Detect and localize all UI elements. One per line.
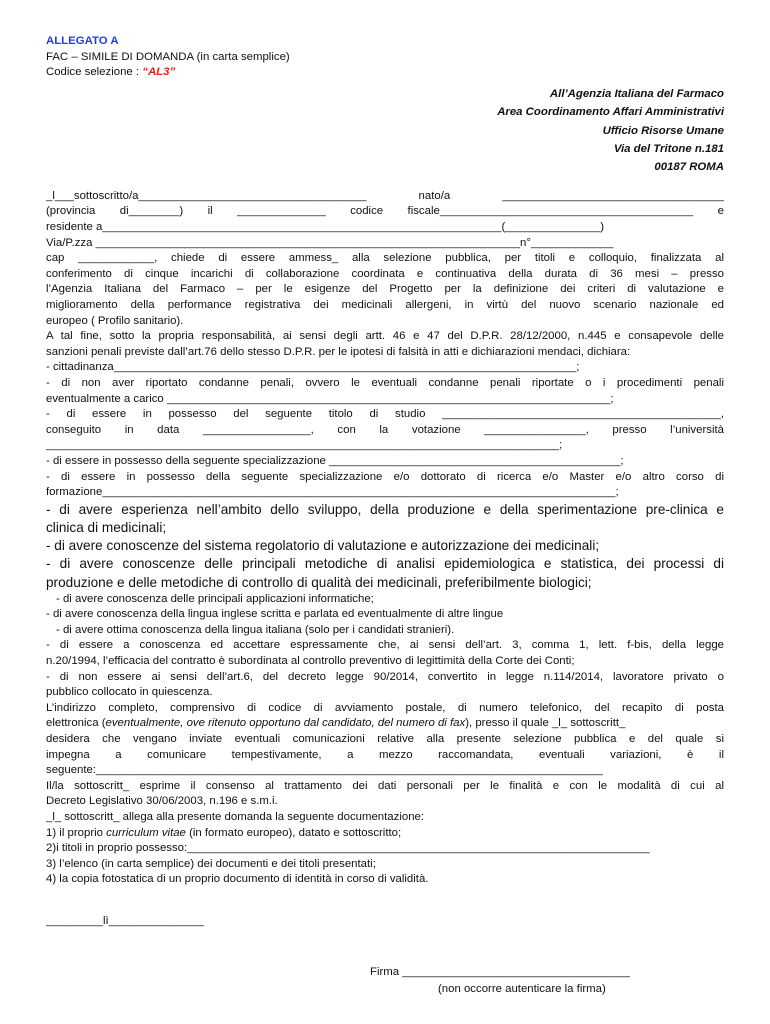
declaration-item: - di avere conoscenze del sistema regolatorio di valutazione e autorizzazione dei medicinali; — [46, 538, 600, 554]
body-text-line: europeo ( Profilo sanitario). — [46, 314, 184, 327]
address-paragraph-line: impegna a comunicare tempestivamente, a mezzo raccomandata, eventuali variazioni, è il — [46, 748, 724, 761]
body-text-line: A tal fine, sotto la propria responsabilità, ai sensi degli artt. 46 e 47 del D.P.R. 28/12/2000, n.445 e consapevole delle — [46, 330, 724, 343]
selection-code-line — [46, 65, 724, 81]
address-paragraph-line: desidera che vengano inviate eventuali comunicazioni relative alla presente selezione pubblica e del quale si — [46, 733, 724, 746]
attachment-item: 3) l’elenco (in carta semplice) dei documenti e dei titoli presentati; — [46, 857, 376, 870]
declaration-item: - di avere esperienza nell’ambito dello sviluppo, della produzione e della sperimentazione pre-clinica e — [46, 501, 724, 517]
declaration-item: - di essere in possesso della seguente specializzazione e/o dottorato di ricerca e/o Master e/o altro corso di — [46, 470, 724, 483]
declaration-item: n.20/1994, l’efficacia del contratto è subordinata al controllo preventivo di legittimità della Corte dei Conti; — [46, 655, 575, 668]
recipient-line: Via del Tritone n.181 — [613, 143, 724, 155]
allegato-heading: ALLEGATO A — [46, 35, 119, 47]
selection-code-label: Codice selezione : — [46, 66, 143, 79]
recipient-line: 00187 ROMA — [654, 161, 724, 174]
declaration-item: formazione_________________________________________________________________________________; — [46, 486, 619, 499]
declaration-item: eventualmente a carico ______________________________________________________________________; — [46, 392, 614, 405]
declaration-item: - di non aver riportato condanne penali, ovvero le eventuali condanne penali riportate o i procedimenti penali — [46, 376, 724, 389]
declaration-item: pubblico collocato in quiescenza. — [46, 686, 213, 699]
declaration-item: - di avere conoscenze delle principali metodiche di analisi epidemiologica e statistica, dei processi di — [46, 556, 724, 572]
consent-line: Il/la sottoscritt_ esprime il consenso al trattamento dei dati personali per le finalità e con le modalità di cui al — [46, 779, 724, 792]
body-text-line: cap ____________, chiede di essere ammess_ alla selezione pubblica, per titoli e colloquio, finalizzata al — [46, 252, 724, 265]
italic-fragment: eventualmente, ove ritenuto opportuno dal candidato, del numero di fax — [105, 717, 466, 730]
consent-line: Decreto Legislativo 30/06/2003, n.196 e s.m.i. — [46, 795, 278, 808]
residence-line: residente a_______________________________________________________________(_______________) — [46, 221, 605, 233]
italic-fragment: curriculum vitae — [106, 826, 186, 839]
declaration-item: conseguito in data _________________, con la votazione ________________, presso l’università — [46, 423, 724, 436]
recipient-line: Ufficio Risorse Umane — [602, 124, 724, 137]
declaration-item: - di essere in possesso del seguente titolo di studio ____________________________________________, — [46, 408, 724, 421]
address-paragraph-line: seguente:________________________________________________________________________________ — [46, 764, 603, 777]
text-fragment: ), presso il quale _l_ sottoscritt_ — [465, 717, 626, 730]
declaration-item: - di non essere ai sensi dell’art.6, del decreto legge 90/2014, convertito in legge n.114/2014, lavoratore privato o — [46, 670, 724, 683]
address-paragraph-line — [46, 716, 724, 732]
declaration-item: clinica di medicinali; — [46, 519, 167, 535]
place-date-line: _________lì_______________ — [46, 914, 204, 927]
form-subtitle: FAC – SIMILE DI DOMANDA (in carta semplice) — [46, 50, 290, 63]
attachments-heading: _l_ sottoscritt_ allega alla presente domanda la seguente documentazione: — [46, 811, 425, 824]
declaration-item: - di essere a conoscenza ed accettare espressamente che, ai sensi dell’art. 3, comma 1, lett. f-bis, della legge — [46, 639, 724, 652]
declaration-item: - di essere in possesso della seguente specializzazione ______________________________________________; — [46, 454, 624, 467]
declaration-item: _________________________________________________________________________________; — [46, 439, 563, 452]
text-fragment: (in formato europeo), datato e sottoscritto; — [185, 826, 402, 839]
body-text-line: conferimento di cinque incarichi di collaborazione coordinata e continuativa della durata di 36 mesi – presso — [46, 267, 724, 280]
body-text-line: sanzioni penali previste dall’art.76 dello stesso D.P.R. per le ipotesi di falsità in atti e dichiarazioni mendaci, dichiara: — [46, 345, 631, 358]
application-body — [46, 189, 724, 888]
applicant-name-line: _l___sottoscritto/a____________________________________ nato/a ___________________________________ — [46, 189, 724, 202]
recipient-line: All’Agenzia Italiana del Farmaco — [549, 87, 724, 100]
street-line: Via/P.zza ___________________________________________________________________n°_____________ — [46, 236, 614, 249]
declaration-item: - cittadinanza_________________________________________________________________________; — [46, 361, 580, 374]
attachment-item: 4) la copia fotostatica di un proprio documento di identità in corso di validità. — [46, 873, 429, 886]
signature-line: Firma ____________________________________ — [370, 966, 631, 978]
declaration-item: - di avere ottima conoscenza della lingua italiana (solo per i candidati stranieri). — [56, 623, 455, 636]
body-text-line: miglioramento della performance registrativa dei medicinali allergeni, in virtù del nuovo scenario nazionale ed — [46, 298, 724, 311]
recipient-address — [46, 85, 724, 177]
address-paragraph-line: L’indirizzo completo, comprensivo di codice di avviamento postale, di numero telefonico, del recapito di posta — [46, 701, 724, 714]
declaration-item: - di avere conoscenza della lingua inglese scritta e parlata ed eventualmente di altre lingue — [46, 608, 504, 621]
signature-note: (non occorre autenticare la firma) — [438, 983, 606, 995]
attachment-item — [46, 826, 724, 842]
declaration-item: produzione e delle metodiche di controllo di qualità dei medicinali, preferibilmente biologici; — [46, 574, 592, 590]
recipient-line: Area Coordinamento Affari Amministrativi — [497, 106, 724, 119]
birth-fiscal-line: (provincia di________) il ______________ codice fiscale________________________________________ e — [46, 205, 724, 218]
text-fragment: 1) il proprio — [46, 826, 107, 839]
text-fragment: elettronica ( — [46, 717, 106, 730]
attachment-item: 2)i titoli in proprio possesso:_________________________________________________________________________ — [46, 842, 650, 855]
body-text-line: l’Agenzia Italiana del Farmaco – per le esigenze del Progetto per la definizione dei criteri di valutazione e — [46, 283, 724, 296]
selection-code-value: “AL3” — [142, 66, 176, 79]
declaration-item: - di avere conoscenza delle principali applicazioni informatiche; — [56, 592, 374, 605]
